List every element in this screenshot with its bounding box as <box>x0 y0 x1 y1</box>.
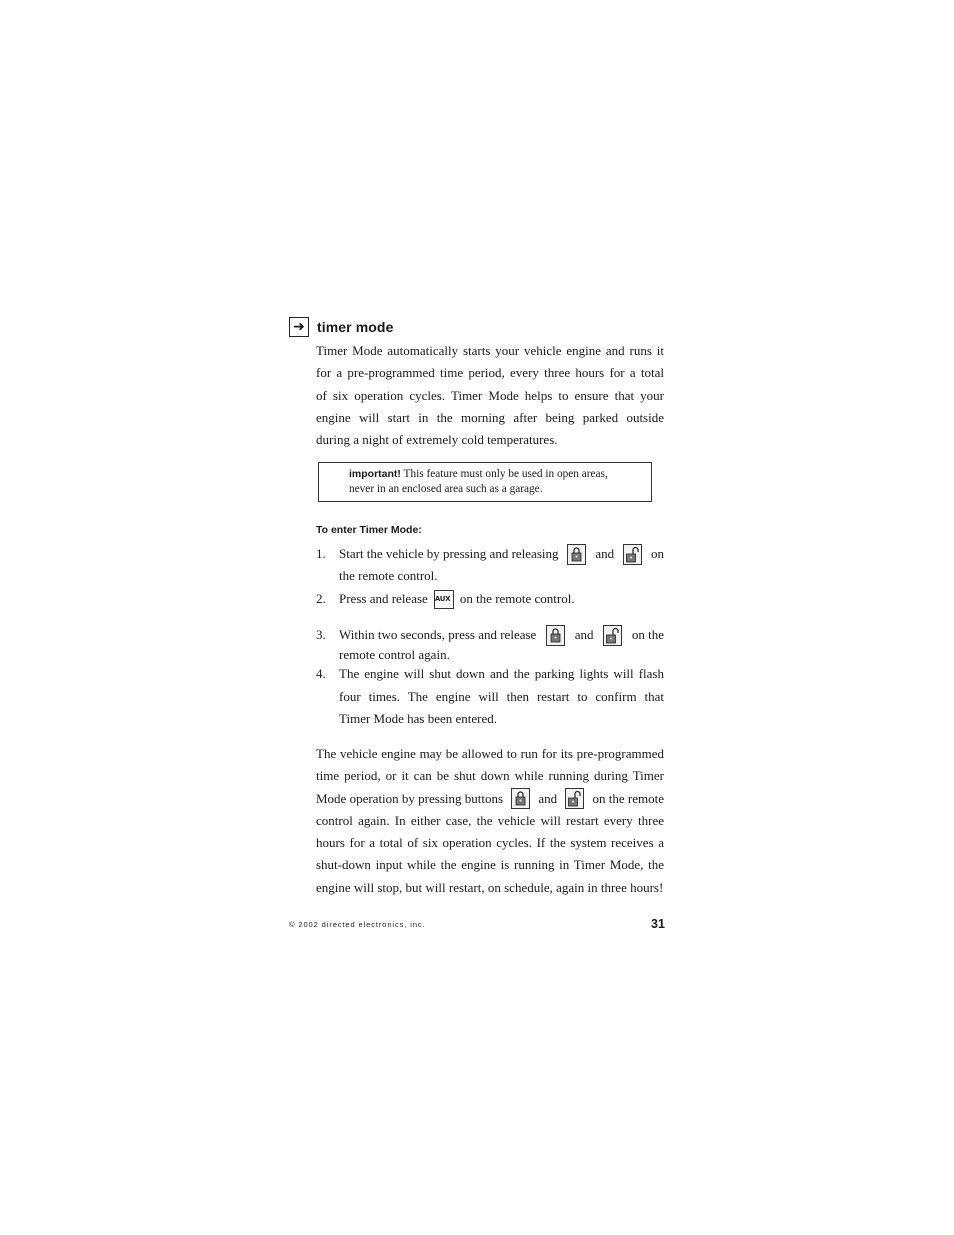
section-heading <box>289 316 393 338</box>
section-title: timer mode <box>317 319 394 335</box>
closing-line: time period, or it can be shut down while running during Timer <box>316 768 664 784</box>
step-text: the remote control. <box>339 568 438 583</box>
step-number: 1. <box>316 546 326 561</box>
unlock-button-icon <box>565 788 584 809</box>
step-number: 2. <box>316 591 326 606</box>
step-text: on the remote control. <box>459 591 575 606</box>
closing-text: on the remote <box>592 790 664 806</box>
step-text: Within two seconds, press and release <box>339 627 537 642</box>
lock-button-icon <box>567 544 586 565</box>
closing-line-with-buttons <box>316 788 664 810</box>
step-text: Press and release <box>339 591 428 606</box>
intro-line: of six operation cycles. Timer Mode helps to ensure that your <box>316 387 664 403</box>
important-notice <box>318 462 652 502</box>
page-number: 31 <box>651 917 665 931</box>
step-text: and <box>595 546 615 561</box>
closing-line: control again. In either case, the vehicle will restart every three <box>316 812 664 828</box>
closing-line: hours for a total of six operation cycles. If the system receives a <box>316 835 664 851</box>
step-text: Timer Mode has been entered. <box>339 711 498 726</box>
closing-text: and <box>538 790 558 806</box>
lock-button-icon <box>511 788 530 809</box>
closing-line: engine will stop, but will restart, on schedule, again in three hours! <box>316 879 664 895</box>
unlock-button-icon <box>623 544 642 565</box>
step-body <box>339 663 664 731</box>
enter-timer-mode-heading: To enter Timer Mode: <box>316 524 422 536</box>
lock-button-icon <box>546 625 565 646</box>
step-number: 4. <box>316 666 326 681</box>
intro-line: during a night of extremely cold temperatures. <box>316 432 558 448</box>
important-text-line2: never in an enclosed area such as a garage. <box>349 482 543 495</box>
step-text: remote control again. <box>339 647 450 662</box>
step-body <box>339 588 664 610</box>
copyright: © 2002 directed electronics, inc. <box>289 920 426 929</box>
closing-line: shut-down input while the engine is running in Timer Mode, the <box>316 857 664 873</box>
step-text: Start the vehicle by pressing and releasing <box>339 546 559 561</box>
step-body <box>339 543 664 587</box>
step-text: The engine will shut down and the parking lights will flash <box>339 666 664 681</box>
step-text: and <box>574 627 594 642</box>
step-text: four times. The engine will then restart to confirm that <box>339 688 664 704</box>
important-label: important! <box>349 468 401 480</box>
step-4 <box>316 663 664 731</box>
important-text-line1: This feature must only be used in open areas, <box>403 468 608 480</box>
intro-line: Timer Mode automatically starts your vehicle engine and runs it <box>316 343 664 358</box>
step-text: on <box>650 546 664 561</box>
closing-text: Mode operation by pressing buttons <box>316 790 504 806</box>
step-number: 3. <box>316 627 326 642</box>
step-1 <box>316 543 664 589</box>
step-3 <box>316 624 664 664</box>
intro-line: for a pre-programmed time period, every three hours for a total <box>316 365 664 381</box>
step-body <box>339 624 664 664</box>
intro-paragraph <box>316 340 664 451</box>
intro-line: engine will start in the morning after being parked outside <box>316 409 664 425</box>
closing-paragraph <box>316 743 664 899</box>
unlock-button-icon <box>603 625 622 646</box>
arrow-icon: ➜ <box>289 317 309 337</box>
aux-button-icon: AUX <box>434 590 454 609</box>
closing-line: The vehicle engine may be allowed to run for its pre-programmed <box>316 746 664 761</box>
step-2 <box>316 588 664 610</box>
step-text: on the <box>631 627 664 642</box>
